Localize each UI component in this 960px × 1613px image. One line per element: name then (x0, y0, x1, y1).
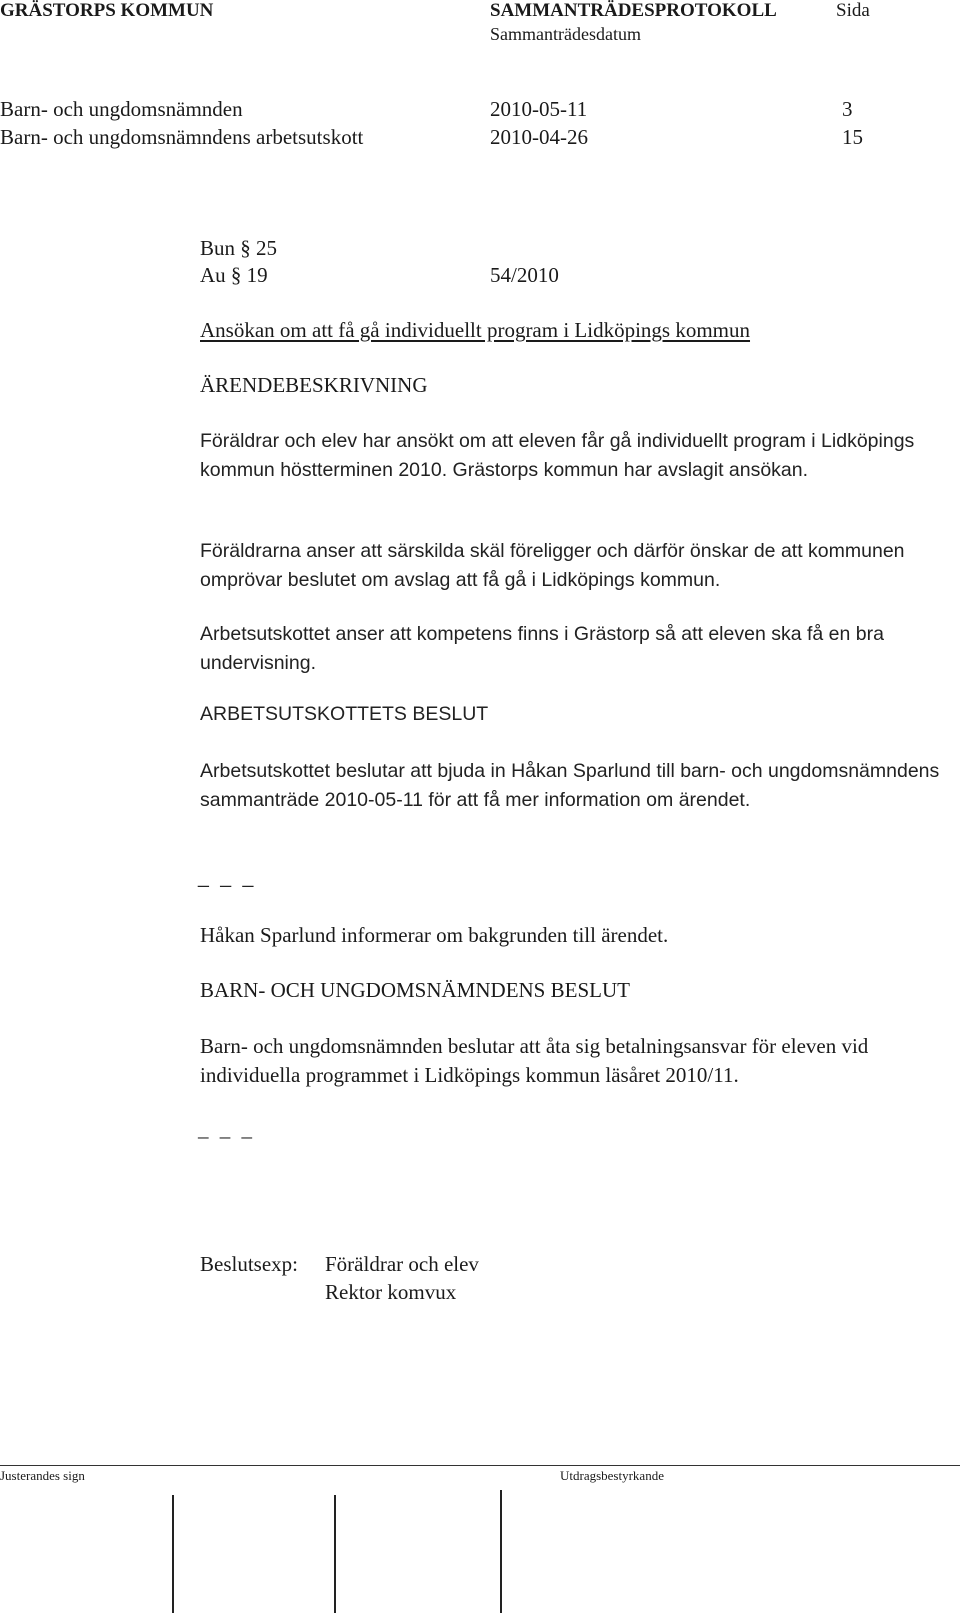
municipality-name: GRÄSTORPS KOMMUN (0, 0, 214, 21)
case-title: Ansökan om att få gå individuellt program i Lidköpings kommun (200, 318, 751, 342)
meeting-page: 3 (842, 97, 853, 121)
document-type: SAMMANTRÄDESPROTOKOLL (490, 0, 777, 21)
meeting-body: Barn- och ungdomsnämnden (0, 97, 243, 121)
separator: _ _ _ (198, 866, 257, 888)
description-paragraph: Föräldrar och elev har ansökt om att eleven får gå individuellt program i Lidköpings kommun höstterminen 2010. Grästorps kommun har avslagit ansökan. (200, 430, 915, 481)
info-text: Håkan Sparlund informerar om bakgrunden till ärendet. (200, 923, 669, 947)
dispatch-recipient: Föräldrar och elev (325, 1252, 479, 1276)
description-paragraph: Arbetsutskottet anser att kompetens finns i Grästorp så att eleven ska få en bra undervisning. (200, 623, 884, 674)
bun-paragraph-ref: Bun § 25 (200, 236, 278, 260)
case-number: 54/2010 (490, 263, 559, 287)
dispatch-label: Beslutsexp: (200, 1252, 298, 1276)
signature-box-divider (172, 1495, 174, 1613)
signature-box-divider (334, 1495, 336, 1613)
au-paragraph-ref: Au § 19 (200, 263, 268, 287)
footer-divider (0, 1465, 960, 1466)
dispatch-recipient: Rektor komvux (325, 1280, 457, 1304)
au-decision-heading: ARBETSUTSKOTTETS BESLUT (200, 703, 489, 725)
meeting-page: 15 (842, 125, 863, 149)
justerandes-sign-label: Justerandes sign (0, 1468, 85, 1483)
meeting-date-label: Sammanträdesdatum (490, 24, 641, 44)
description-paragraph: Föräldrarna anser att särskilda skäl föreligger och därför önskar de att kommunen omprövar beslutet om avslag att få gå i Lidköpings kommun. (200, 540, 905, 591)
bun-decision-heading: BARN- OCH UNGDOMSNÄMNDENS BESLUT (200, 978, 630, 1002)
utdragsbestyrkande-label: Utdragsbestyrkande (560, 1468, 664, 1483)
meeting-date: 2010-05-11 (490, 97, 588, 121)
page-label: Sida (836, 0, 870, 21)
bun-decision-text: Barn- och ungdomsnämnden beslutar att åta sig betalningsansvar för eleven vid individuella programmet i Lidköpings kommun läsåret 2010/11. (200, 1034, 869, 1087)
description-heading: ÄRENDEBESKRIVNING (200, 373, 428, 397)
meeting-date: 2010-04-26 (490, 125, 588, 149)
signature-box-divider (500, 1490, 502, 1613)
au-decision-text: Arbetsutskottet beslutar att bjuda in Håkan Sparlund till barn- och ungdomsnämndens sammanträde 2010-05-11 för att få mer information om ärendet. (200, 760, 940, 811)
separator: _ _ _ (198, 1117, 255, 1141)
meeting-body: Barn- och ungdomsnämndens arbetsutskott (0, 125, 364, 149)
